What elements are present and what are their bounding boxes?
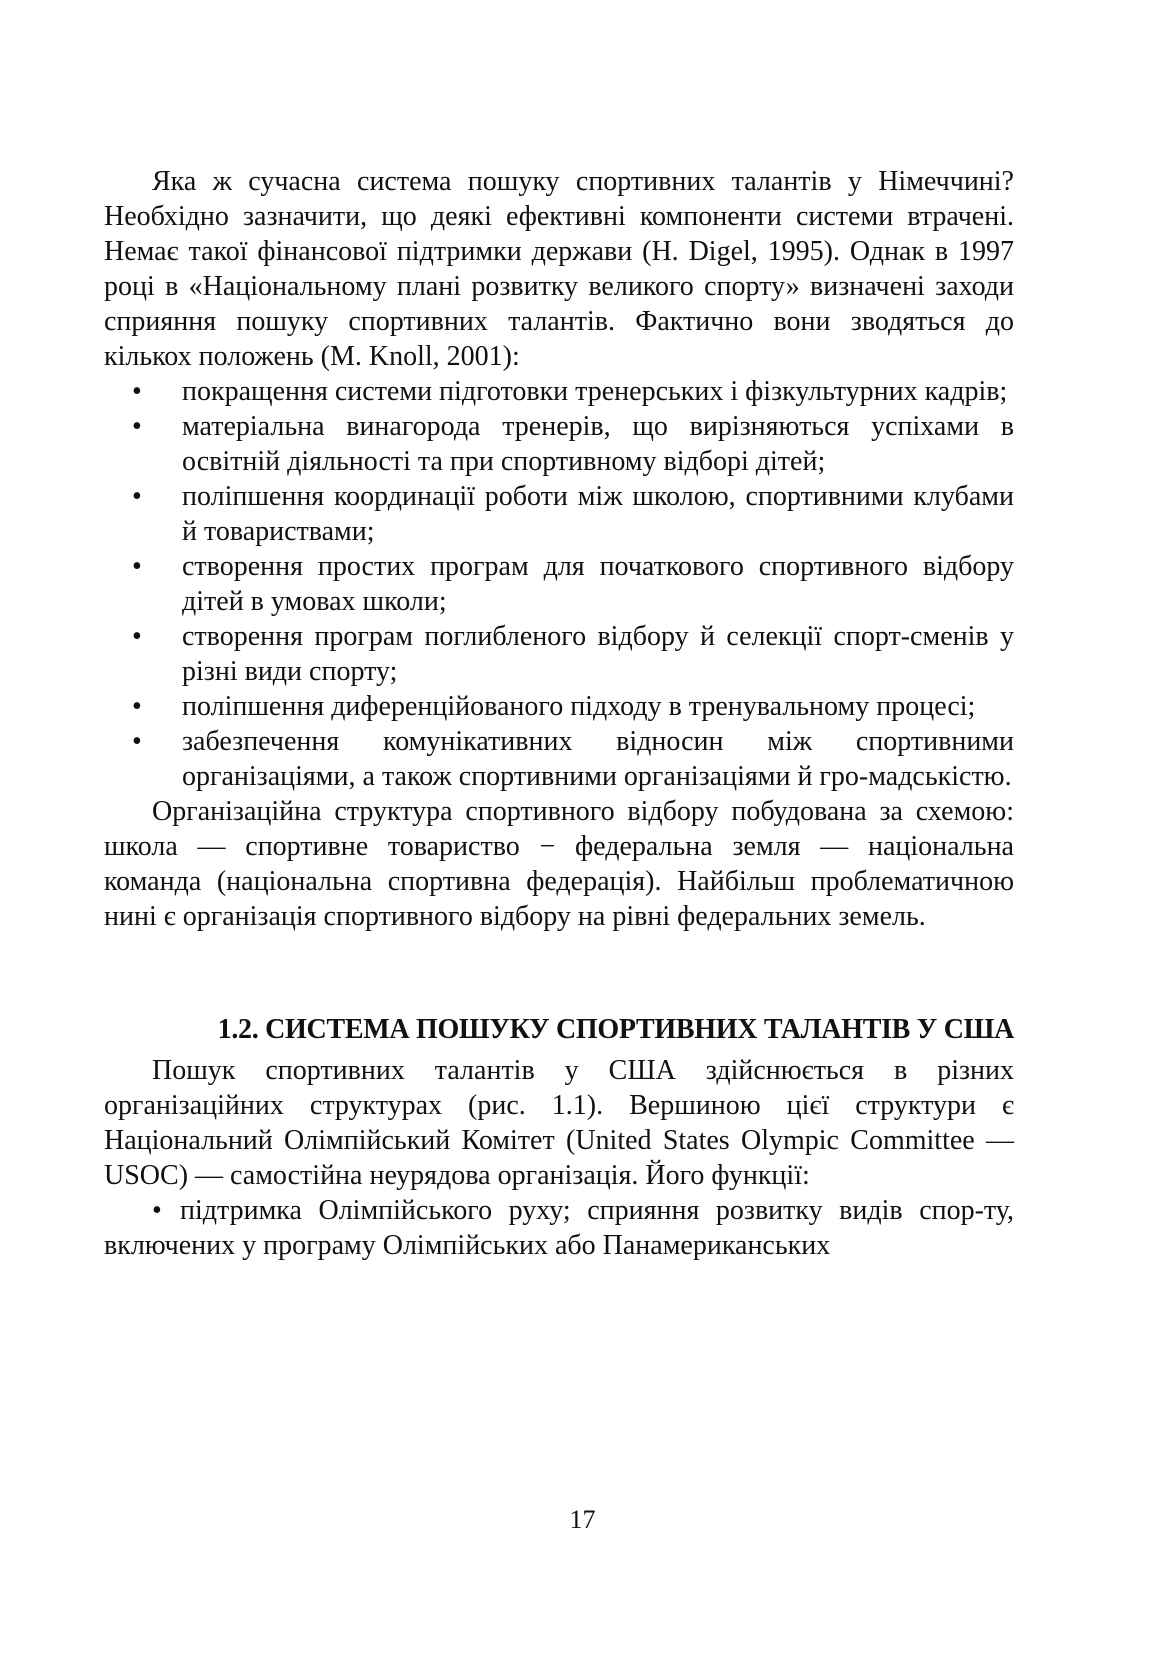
bullet-icon: • [132, 726, 142, 757]
list-item-text: матеріальна винагорода тренерів, що вирізняються успіхами в освітній діяльності та при спортивному відборі дітей; [182, 411, 1014, 477]
measures-list [104, 374, 1014, 794]
list-item-text: покращення системи підготовки тренерських і фізкультурних кадрів; [182, 376, 1008, 407]
usa-functions-item-text: підтримка Олімпійського руху; сприяння розвитку видів спор-ту, включених у програму Олімпійських або Панамериканських [104, 1195, 1014, 1261]
bullet-icon: • [132, 691, 142, 722]
intro-paragraph: Яка ж сучасна система пошуку спортивних талантів у Німеччині? Необхідно зазначити, що деякі ефективні компоненти системи втрачені. Немає такої фінансової підтримки держави (H. Digel, 1995). Однак в 1997 році в «Національному плані розвитку великого спорту» визначені заходи сприяння пошуку спортивних талантів. Фактично вони зводяться до кількох положень (M. Knoll, 2001): [104, 166, 1014, 372]
list-item [104, 374, 1014, 409]
usa-paragraph: Пошук спортивних талантів у США здійснюється в різних організаційних структурах (рис. 1.1). Вершиною цієї структури є Національний Олімпійський Комітет (United States Olympic Committee — USOC) — самостійна неурядова організація. Його функції: [104, 1055, 1014, 1191]
bullet-icon: • [132, 481, 142, 512]
list-item [104, 479, 1014, 549]
list-item [104, 619, 1014, 689]
bullet-icon: • [132, 376, 142, 407]
list-item [104, 724, 1014, 794]
list-item-text: поліпшення координації роботи між школою, спортивними клубами й товариствами; [182, 481, 1014, 547]
bullet-icon: • [132, 621, 142, 652]
list-item-text: створення програм поглибленого відбору й селекції спорт-сменів у різні види спорту; [182, 621, 1014, 687]
list-item-text: поліпшення диференційованого підходу в тренувальному процесі; [182, 691, 976, 722]
page-body [104, 164, 1014, 1263]
bullet-icon: • [132, 551, 142, 582]
list-item [104, 549, 1014, 619]
bullet-icon: • [152, 1195, 162, 1226]
section-title: 1.2. СИСТЕМА ПОШУКУ СПОРТИВНИХ ТАЛАНТІВ У США [217, 1014, 1014, 1045]
list-item-text: забезпечення комунікативних відносин між спортивними організаціями, а також спортивними організаціями й гро-мадськістю. [182, 726, 1014, 792]
list-item [104, 689, 1014, 724]
list-item-text: створення простих програм для початкового спортивного відбору дітей в умовах школи; [182, 551, 1014, 617]
structure-paragraph: Організаційна структура спортивного відбору побудована за схемою: школа — спортивне товариство − федеральна земля — національна команда (національна спортивна федерація). Найбільш проблематичною нині є організація спортивного відбору на рівні федеральних земель. [104, 796, 1014, 932]
list-item [104, 409, 1014, 479]
page-number: 17 [569, 1505, 596, 1534]
bullet-icon: • [132, 411, 142, 442]
usa-functions-item [104, 1193, 1014, 1263]
